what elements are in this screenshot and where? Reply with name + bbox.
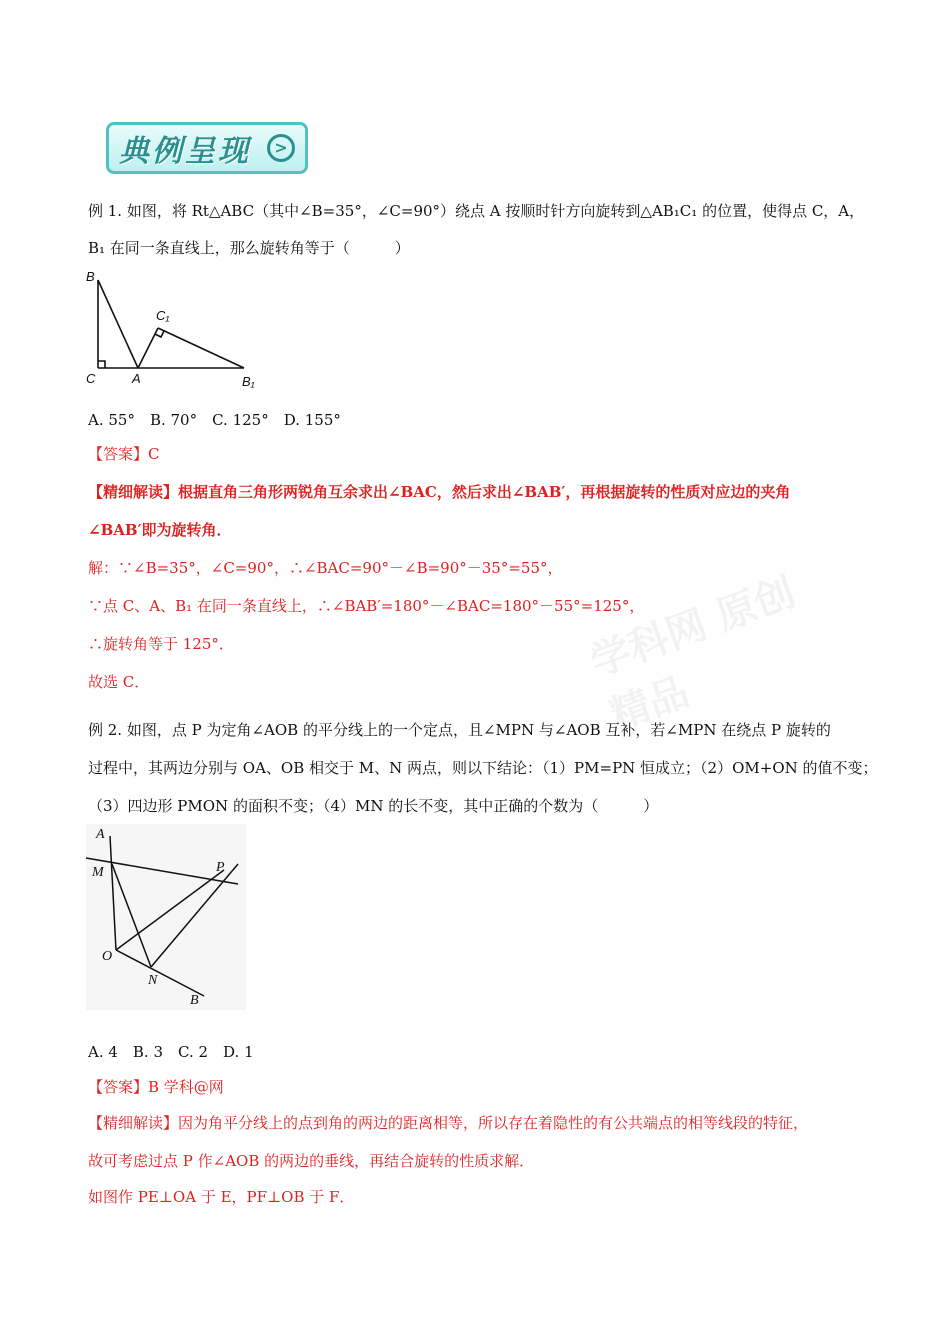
watermark: 学科网 原创精品 — [584, 569, 802, 740]
ex2-analysis-line2: 故可考虑过点 P 作∠AOB 的两边的垂线，再结合旋转的性质求解． — [88, 1152, 535, 1170]
ex2-solution-line1: 如图作 PE⊥OA 于 E，PF⊥OB 于 F． — [88, 1188, 355, 1206]
label-C1: C₁ — [156, 308, 170, 323]
label-B2: B — [190, 993, 199, 1008]
ex2-question-line3: （3）四边形 PMON 的面积不变；（4）MN 的长不变，其中正确的个数为（ ） — [88, 797, 659, 815]
ex1-solution-line1: 解：∵∠B=35°，∠C=90°，∴∠BAC=90°－∠B=90°－35°=55°， — [88, 559, 563, 577]
section-banner — [106, 122, 308, 174]
ex1-question-line2: B₁ 在同一条直线上，那么旋转角等于（ ） — [88, 239, 410, 257]
ex1-solution-line4: 故选 C． — [88, 673, 150, 691]
ex2-options: A. 4 B. 3 C. 2 D. 1 — [88, 1043, 254, 1061]
figure-background — [86, 824, 246, 1010]
banner-title: 典例呈现 — [119, 134, 251, 169]
label-N: N — [148, 973, 158, 988]
label-M: M — [92, 865, 104, 880]
ex1-answer: 【答案】C — [88, 445, 160, 463]
ex2-answer: 【答案】B 学科@网 — [88, 1078, 224, 1096]
ex2-question-line2: 过程中，其两边分别与 OA、OB 相交于 M、N 两点，则以下结论：（1）PM=PN 恒成立；（2）OM+ON 的值不变； — [88, 759, 878, 777]
label-B1: B₁ — [242, 374, 255, 389]
ex2-analysis-line1: 【精细解读】因为角平分线上的点到角的两边的距离相等，所以存在着隐性的有公共端点的相等线段的特征， — [88, 1114, 809, 1132]
ex1-options: A. 55° B. 70° C. 125° D. 155° — [88, 411, 341, 429]
label-A2: A — [96, 827, 105, 842]
label-O: O — [102, 949, 113, 964]
ex1-solution-line3: ∴旋转角等于 125°． — [88, 635, 234, 653]
ex1-analysis-line1: 【精细解读】根据直角三角形两锐角互余求出∠BAC，然后求出∠BAB′，再根据旋转的性质对应边的夹角 — [88, 483, 791, 501]
ex2-question-line1: 例 2. 如图，点 P 为定角∠AOB 的平分线上的一个定点，且∠MPN 与∠AOB 互补，若∠MPN 在绕点 P 旋转的 — [88, 721, 831, 739]
chevron-right-icon: > — [267, 134, 295, 162]
ex1-figure — [82, 266, 272, 396]
label-C: C — [86, 371, 96, 386]
label-B: B — [86, 269, 95, 284]
label-P: P — [216, 860, 225, 875]
ex1-analysis-line2: ∠BAB′即为旋转角． — [88, 521, 232, 539]
right-angle-mark-C — [98, 361, 105, 368]
ex1-solution-line2: ∵点 C、A、B₁ 在同一条直线上，∴∠BAB′=180°－∠BAC=180°－55°=125°， — [88, 597, 645, 615]
ex2-figure — [86, 824, 246, 1010]
ex1-question-line1: 例 1. 如图，将 Rt△ABC（其中∠B=35°，∠C=90°）绕点 A 按顺时针方向旋转到△AB₁C₁ 的位置，使得点 C，A， — [88, 202, 865, 220]
edge-BA — [98, 280, 138, 368]
edge-C1B1 — [158, 328, 244, 368]
label-A: A — [132, 371, 141, 386]
